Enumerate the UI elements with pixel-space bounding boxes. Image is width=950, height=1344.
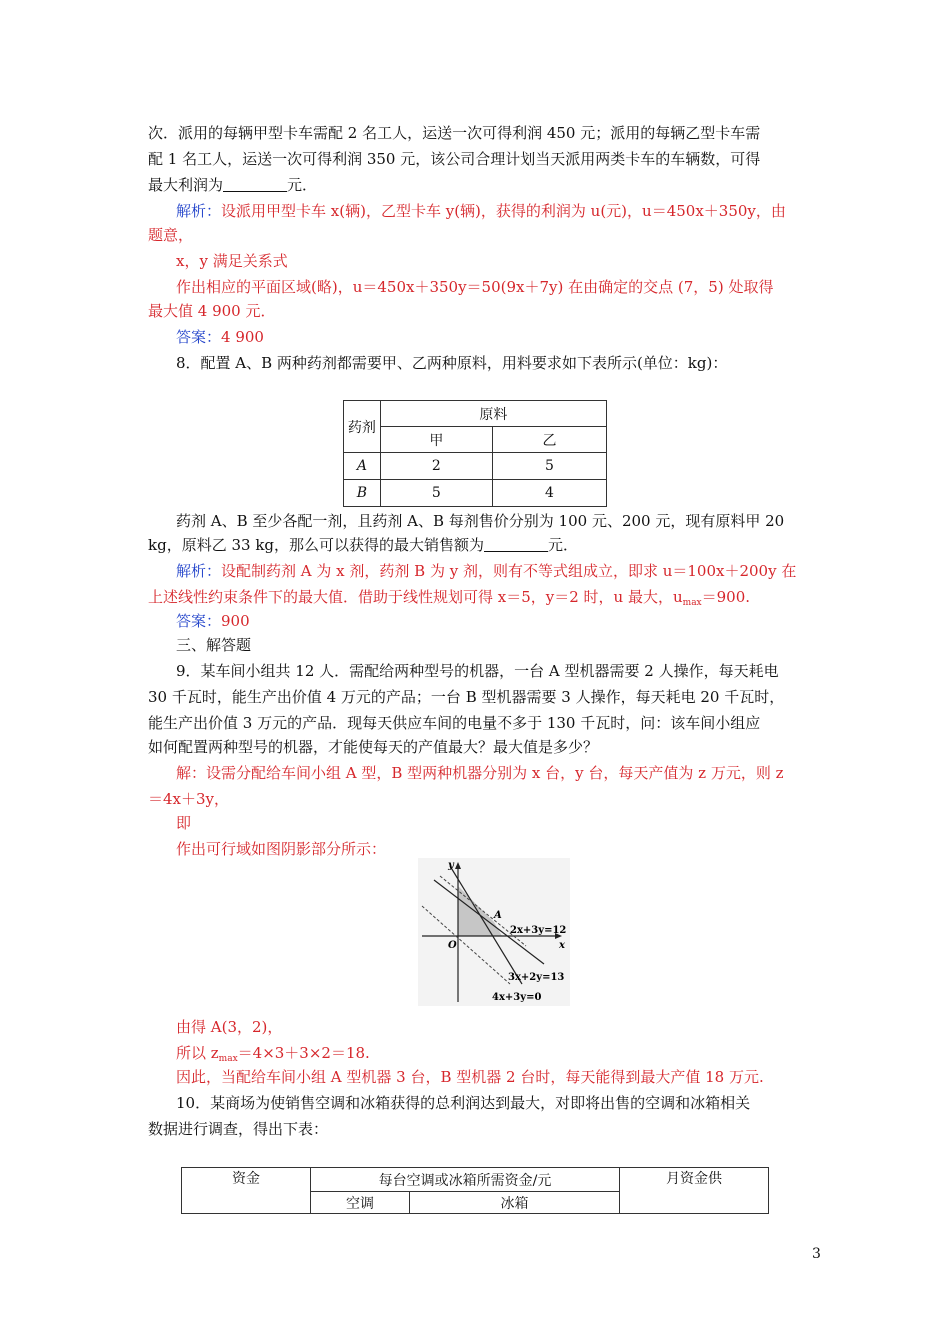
feasible-region-figure <box>418 858 570 1006</box>
th-ac: 空调 <box>311 1192 410 1214</box>
p9-line-4: 如何配置两种型号的机器，才能使每天的产值最大？最大值是多少？ <box>148 738 599 756</box>
p7-answer <box>176 328 264 346</box>
p8-line-3-unit: 元． <box>548 536 579 554</box>
p9-solution-1: 解：设需分配给车间小组 A 型，B 型两种机器分别为 x 台，y 台，每天产值为 z 万元，则 z <box>176 764 784 782</box>
p10-line-2: 数据进行调查，得出下表： <box>148 1120 329 1138</box>
eq-3x2y13-label: 3x+2y=13 <box>508 972 565 983</box>
p9-solution-2: ＝4x＋3y， <box>148 790 230 808</box>
answer-label: 答案： <box>176 612 222 630</box>
p7-solution-2: 题意， <box>148 226 194 244</box>
table-cell: A <box>344 453 381 480</box>
p9-line-2: 30 千瓦时，能生产出价值 4 万元的产品；一台 B 型机器需要 3 人操作，每天耗电 20 千瓦时， <box>148 688 785 706</box>
table-cell: 5 <box>380 480 492 507</box>
p7-line-1: 次．派用的每辆甲型卡车需配 2 名工人，运送一次可得利润 450 元；派用的每辆乙型卡车需 <box>148 124 761 142</box>
th-fridge: 冰箱 <box>410 1192 620 1214</box>
p7-line-3 <box>148 176 317 194</box>
subscript: max <box>682 598 702 608</box>
answer-label: 答案： <box>176 328 222 346</box>
p8-table <box>343 400 607 507</box>
answer-blank <box>484 537 548 552</box>
th-monthly: 月资金供 <box>620 1168 769 1214</box>
p7-solution-3: x，y 满足关系式 <box>176 252 288 270</box>
p10-table <box>181 1167 769 1214</box>
th-jia: 甲 <box>380 427 492 453</box>
origin-label: O <box>448 940 457 951</box>
table-cell: 2 <box>380 453 492 480</box>
answer-blank <box>223 177 287 192</box>
solution-text: ＝4×3＋3×2＝18. <box>237 1044 370 1062</box>
p8-solution-2 <box>148 588 750 612</box>
p9-line-1: 9．某车间小组共 12 人．需配给两种型号的机器，一台 A 型机器需要 2 人操作，每天耗电 <box>176 662 779 680</box>
table-cell: 4 <box>492 480 606 507</box>
section-heading: 三、解答题 <box>176 636 252 654</box>
th-per-unit: 每台空调或冰箱所需资金/元 <box>311 1168 620 1192</box>
p10-line-1: 10．某商场为使销售空调和冰箱获得的总利润达到最大，对即将出售的空调和冰箱相关 <box>176 1094 751 1112</box>
p7-line-3-text: 最大利润为 <box>148 176 224 194</box>
p9-line-3: 能生产出价值 3 万元的产品．现每天供应车间的电量不多于 130 千瓦时，问：该车间小组应 <box>148 714 761 732</box>
table-cell: B <box>344 480 381 507</box>
solution-text: 设配制药剂 A 为 x 剂，药剂 B 为 y 剂，则有不等式组成立，即求 u＝100x＋200y 在 <box>221 562 797 580</box>
x-axis-label: x <box>559 940 565 951</box>
p7-line-2: 配 1 名工人，运送一次可得利润 350 元，该公司合理计划当天派用两类卡车的车辆数，可得 <box>148 150 761 168</box>
answer-value: 900 <box>221 612 250 630</box>
p9-solution-7: 因此，当配给车间小组 A 型机器 3 台，B 型机器 2 台时，每天能得到最大产值 18 万元. <box>176 1068 764 1086</box>
y-axis-label: y <box>448 860 454 871</box>
p8-question: 8．配置 A、B 两种药剂都需要甲、乙两种原料，用料要求如下表所示(单位：kg)： <box>176 354 728 372</box>
solution-text: ＝900. <box>701 588 751 606</box>
th-material: 原料 <box>380 401 606 427</box>
point-a-label: A <box>494 910 502 921</box>
th-fund: 资金 <box>182 1168 311 1214</box>
p8-solution-1 <box>176 562 796 580</box>
subscript: max <box>218 1054 238 1064</box>
solution-text: 设派用甲型卡车 x(辆)，乙型卡车 y(辆)，获得的利润为 u(元)，u＝450x＋350y，由 <box>221 202 786 220</box>
p8-line-3-text: kg，原料乙 33 kg，那么可以获得的最大销售额为 <box>148 536 485 554</box>
eq-2x3y12-label: 2x+3y=12 <box>510 925 567 936</box>
solution-label: 解析： <box>176 202 222 220</box>
p8-line-3 <box>148 536 578 554</box>
p7-solution-5: 最大值 4 900 元． <box>148 302 276 320</box>
th-yi: 乙 <box>492 427 606 453</box>
p7-solution-1 <box>176 202 786 220</box>
p7-line-3-unit: 元． <box>287 176 318 194</box>
th-drug: 药剂 <box>344 401 381 453</box>
answer-value: 4 900 <box>221 328 264 346</box>
table-cell: 5 <box>492 453 606 480</box>
solution-label: 解析： <box>176 562 222 580</box>
page-number: 3 <box>812 1246 821 1262</box>
p9-solution-3: 即 <box>176 814 192 832</box>
p7-solution-4: 作出相应的平面区域(略)，u＝450x＋350y＝50(9x＋7y) 在由确定的交点 (7，5) 处取得 <box>176 278 774 296</box>
p9-solution-4: 作出可行域如图阴影部分所示： <box>176 840 387 858</box>
p8-line-2: 药剂 A、B 至少各配一剂，且药剂 A、B 每剂售价分别为 100 元、200 元，现有原料甲 20 <box>176 512 785 530</box>
p9-solution-5: 由得 A(3，2)， <box>176 1018 283 1036</box>
p9-solution-6 <box>176 1044 370 1068</box>
p8-answer <box>176 612 250 630</box>
solution-text: 所以 z <box>176 1044 219 1062</box>
eq-4x3y0-label: 4x+3y=0 <box>492 992 542 1003</box>
solution-text: 上述线性约束条件下的最大值．借助于线性规划可得 x＝5，y＝2 时，u 最大，u <box>148 588 683 606</box>
